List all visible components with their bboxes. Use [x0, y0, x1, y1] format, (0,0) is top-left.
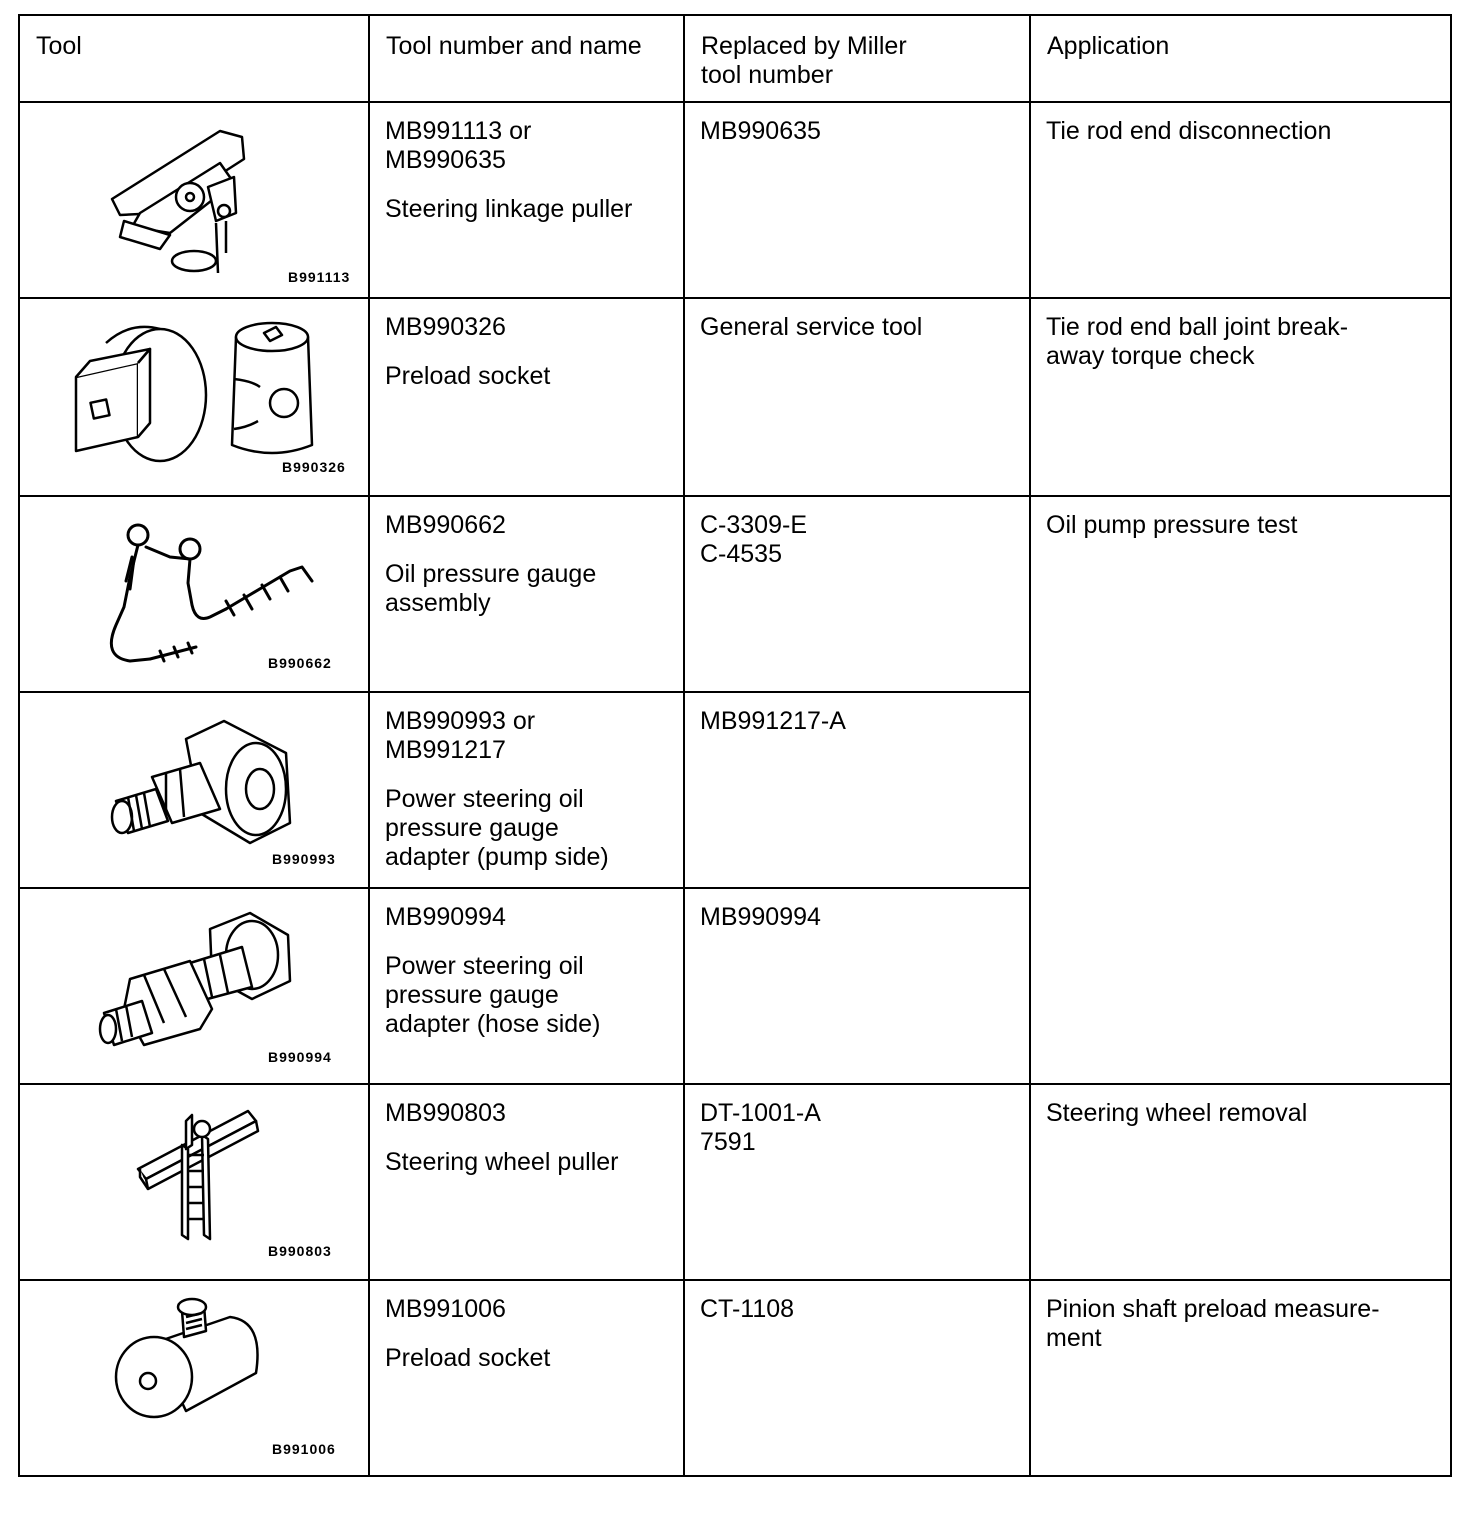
header-application: Application: [1047, 32, 1170, 60]
header-number-cell: [369, 15, 684, 102]
tool-image-cell: [19, 298, 369, 496]
application-text: Oil pump pressure test: [1046, 511, 1298, 539]
application-text: Pinion shaft preload measure-: [1046, 1295, 1380, 1323]
table-row: [19, 1280, 1451, 1476]
miller-number: DT-1001-A: [700, 1099, 821, 1127]
table-row: [19, 102, 1451, 298]
tool-number-cell: [369, 298, 684, 496]
header-tool-number-and-name: Tool number and name: [386, 32, 642, 60]
application-text: Tie rod end disconnection: [1046, 117, 1332, 145]
table-row: [19, 496, 1451, 692]
table-header-row: [19, 15, 1451, 102]
tool-number: MB990635: [385, 146, 506, 174]
miller-number: MB990635: [700, 117, 821, 145]
tool-image-code: B991006: [272, 1441, 336, 1457]
miller-number-cell: [684, 1084, 1030, 1280]
tool-name: Steering linkage puller: [385, 195, 633, 223]
tool-image-cell: [19, 888, 369, 1084]
special-tools-table: [18, 14, 1452, 1477]
tool-number-cell: [369, 692, 684, 888]
miller-number: C-3309-E: [700, 511, 807, 539]
application-cell: [1030, 1280, 1451, 1476]
tool-name: Power steering oil: [385, 952, 584, 980]
tool-image-cell: [19, 1084, 369, 1280]
tool-number: MB990662: [385, 511, 506, 539]
miller-number-cell: [684, 102, 1030, 298]
miller-number: General service tool: [700, 313, 923, 341]
header-application-cell: [1030, 15, 1451, 102]
tool-number-cell: [369, 102, 684, 298]
application-cell: [1030, 1084, 1451, 1280]
tool-number: MB990993 or: [385, 707, 536, 735]
tool-name: Preload socket: [385, 362, 551, 390]
tool-name: Steering wheel puller: [385, 1148, 619, 1176]
tool-number-cell: [369, 1084, 684, 1280]
tool-image-code: B990326: [282, 459, 346, 475]
tool-number: MB990326: [385, 313, 506, 341]
miller-number: C-4535: [700, 540, 782, 568]
tool-image-code: B990803: [268, 1243, 332, 1259]
tool-name: Power steering oil: [385, 785, 584, 813]
miller-number-cell: [684, 496, 1030, 692]
tool-image-code: B990993: [272, 851, 336, 867]
tool-image-cell: [19, 496, 369, 692]
miller-number-cell: [684, 692, 1030, 888]
tool-image-cell: [19, 102, 369, 298]
application-cell: [1030, 102, 1451, 298]
tool-image-cell: [19, 1280, 369, 1476]
application-text: Steering wheel removal: [1046, 1099, 1308, 1127]
application-cell: [1030, 298, 1451, 496]
tool-name: Oil pressure gauge: [385, 560, 597, 588]
tool-name: assembly: [385, 589, 491, 617]
tool-number: MB991006: [385, 1295, 506, 1323]
tool-name: Preload socket: [385, 1344, 551, 1372]
tool-number-cell: [369, 1280, 684, 1476]
tool-name: adapter (hose side): [385, 1010, 601, 1038]
header-tool-cell: [19, 15, 369, 102]
tool-number: MB991113 or: [385, 117, 532, 145]
application-text: Tie rod end ball joint break-: [1046, 313, 1349, 341]
miller-number-cell: [684, 298, 1030, 496]
tool-number: MB991217: [385, 736, 506, 764]
application-text: away torque check: [1046, 342, 1255, 370]
tool-number: MB990994: [385, 903, 506, 931]
table-row: [19, 1084, 1451, 1280]
tool-number: MB990803: [385, 1099, 506, 1127]
tool-name: pressure gauge: [385, 981, 559, 1009]
header-replaced-by-miller-line1: Replaced by Miller: [701, 32, 907, 60]
header-replaced-by-miller-line2: tool number: [701, 61, 834, 89]
tool-number-cell: [369, 888, 684, 1084]
miller-number: MB990994: [700, 903, 821, 931]
application-cell: [1030, 496, 1451, 1084]
tool-image-cell: [19, 692, 369, 888]
header-tool: Tool: [36, 32, 82, 60]
tool-image-code: B991113: [288, 269, 351, 285]
table-row: [19, 298, 1451, 496]
miller-number: CT-1108: [700, 1295, 795, 1323]
tool-number-cell: [369, 496, 684, 692]
miller-number-cell: [684, 888, 1030, 1084]
tool-image-code: B990994: [268, 1049, 332, 1065]
miller-number: 7591: [700, 1128, 756, 1156]
miller-number-cell: [684, 1280, 1030, 1476]
tool-image-code: B990662: [268, 655, 332, 671]
header-miller-cell: [684, 15, 1030, 102]
tool-name: adapter (pump side): [385, 843, 609, 871]
miller-number: MB991217-A: [700, 707, 846, 735]
application-text: ment: [1046, 1324, 1102, 1352]
tool-name: pressure gauge: [385, 814, 559, 842]
